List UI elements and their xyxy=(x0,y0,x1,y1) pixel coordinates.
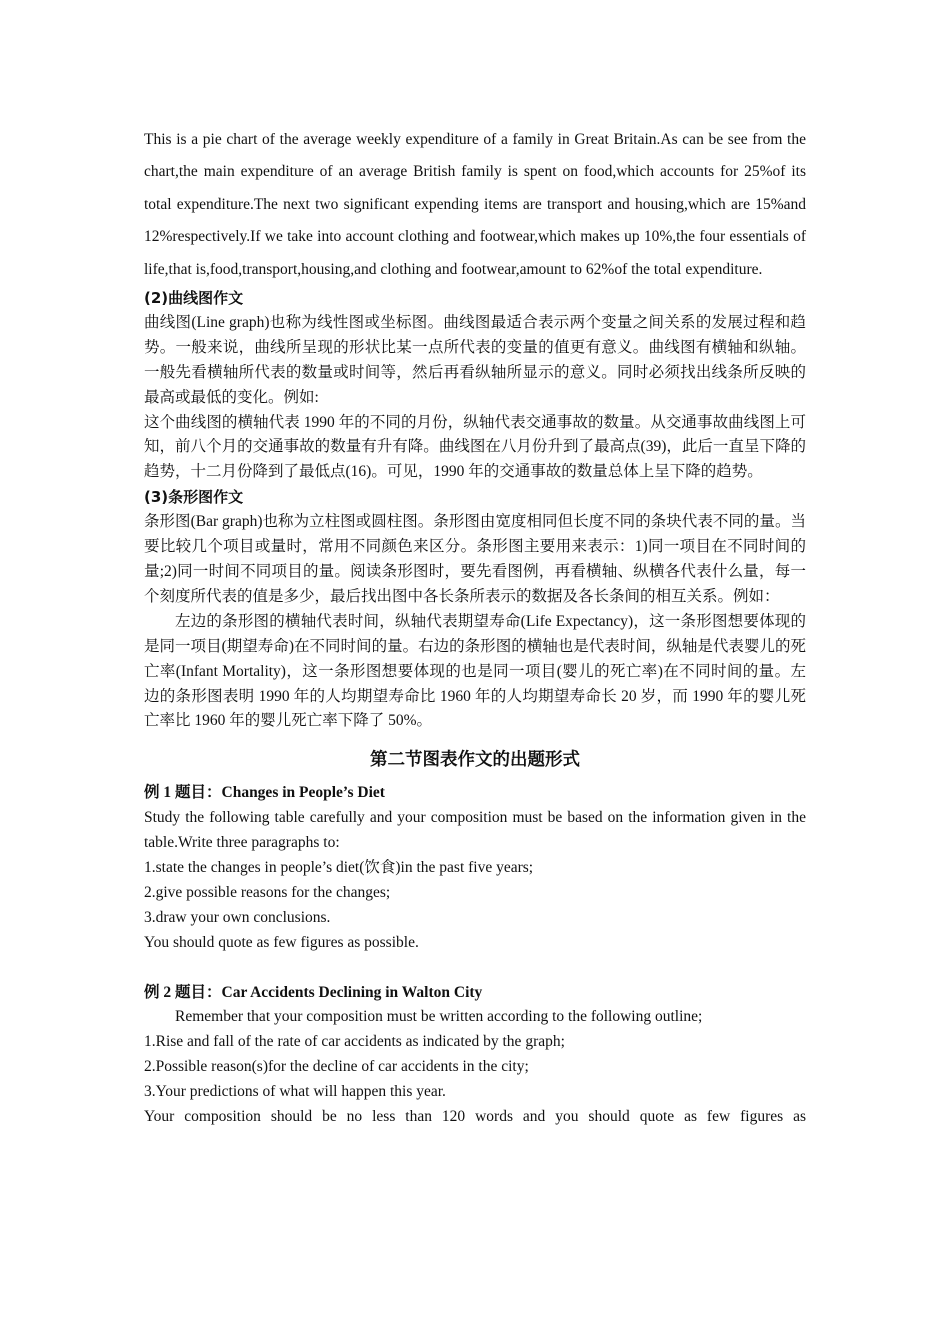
spacer xyxy=(144,956,806,981)
example-2-instruction: Remember that your composition must be written according to the following outline; xyxy=(175,1008,703,1026)
example-2-item: 2.Possible reason(s)for the decline of car accidents in the city; xyxy=(144,1058,529,1076)
example-1-item: 3.draw your own conclusions. xyxy=(144,908,331,926)
example-1-item: 1.state the changes in people’s diet(饮食)in the past five years; xyxy=(144,859,534,877)
example-1-item: 2.give possible reasons for the changes; xyxy=(144,883,391,901)
example-1 xyxy=(144,781,806,955)
line-graph-heading: (2)曲线图作文 xyxy=(144,289,244,308)
line-graph-example: 这个曲线图的横轴代表 1990 年的不同的月份，纵轴代表交通事故的数量。从交通事故曲线图上可知，前八个月的交通事故的数量有升有降。曲线图在八月份升到了最高点(39)，此后一直呈下降的趋势，十二月份降到了最低点(16)。可见，1990 年的交通事故的数量总体上呈下降的趋势。 xyxy=(144,413,806,481)
example-2 xyxy=(144,981,806,1130)
bar-graph-intro: 条形图(Bar graph)也称为立柱图或圆柱图。条形图由宽度相同但长度不同的条块代表不同的量。当要比较几个项目或量时，常用不同颜色来区分。条形图主要用来表示：1)同一项目在不同时间的量;2)同一时间不同项目的量。阅读条形图时，要先看图例，再看横轴、纵横各代表什么量，每一个刻度所代表的值是多少，最后找出图中各长条所表示的数据及各长条间的相互关系。例如： xyxy=(144,513,806,605)
bar-graph-example: 左边的条形图的横轴代表时间，纵轴代表期望寿命(Life Expectancy)，这一条形图想要体现的是同一项目(期望寿命)在不同时间的量。右边的条形图的横轴也是代表时间，纵轴是代表婴儿的死亡率(Infant Mortality)，这一条形图想要体现的也是同一项目(婴儿的死亡率)在不同时间的量。左边的条形图表明 1990 年的人均期望寿命比 1960 年的人均期望寿命长 20 岁，而 1990 年的婴儿死亡率比 1960 年的婴儿死亡率下降了 50%。 xyxy=(144,612,806,730)
example-2-item: 1.Rise and fall of the rate of car accidents as indicated by the graph; xyxy=(144,1033,565,1051)
bar-graph-section xyxy=(144,485,806,734)
example-1-note: You should quote as few figures as possible. xyxy=(144,933,419,951)
line-graph-section xyxy=(144,286,806,485)
example-2-item: 3.Your predictions of what will happen this year. xyxy=(144,1083,446,1101)
example-2-note: Your composition should be no less than 120 words and you should quote as few figures as xyxy=(144,1108,806,1126)
example-1-instruction: Study the following table carefully and your composition must be based on the information given in the table.Write three paragraphs to: xyxy=(144,809,806,852)
example-1-title: 例 1 题目：Changes in People’s Diet xyxy=(144,784,385,802)
bar-graph-heading: (3)条形图作文 xyxy=(144,488,244,507)
example-2-title: 例 2 题目：Car Accidents Declining in Walton City xyxy=(144,983,483,1001)
pie-chart-paragraph: This is a pie chart of the average weekly expenditure of a family in Great Britain.As can be see from the chart,the main expenditure of an average British family is spent on food,which accounts for 25%of its total expenditure.The next two significant expending items are transport and housing,which are 15%and 12%respectively.If we take into account clothing and footwear,which makes up 10%,the four essentials of life,that is,food,transport,housing,and clothing and footwear,amount to 62%of the total expenditure. xyxy=(144,131,806,278)
document-page xyxy=(144,124,806,1130)
line-graph-intro: 曲线图(Line graph)也称为线性图或坐标图。曲线图最适合表示两个变量之间关系的发展过程和趋势。一般来说，曲线所呈现的形状比某一点所代表的变量的值更有意义。曲线图有横轴和纵轴。一般先看横轴所代表的数量或时间等，然后再看纵轴所显示的意义。同时必须找出线条所反映的最高或最低的变化。例如: xyxy=(144,313,806,406)
section-title: 第二节图表作文的出题形式 xyxy=(370,750,580,771)
